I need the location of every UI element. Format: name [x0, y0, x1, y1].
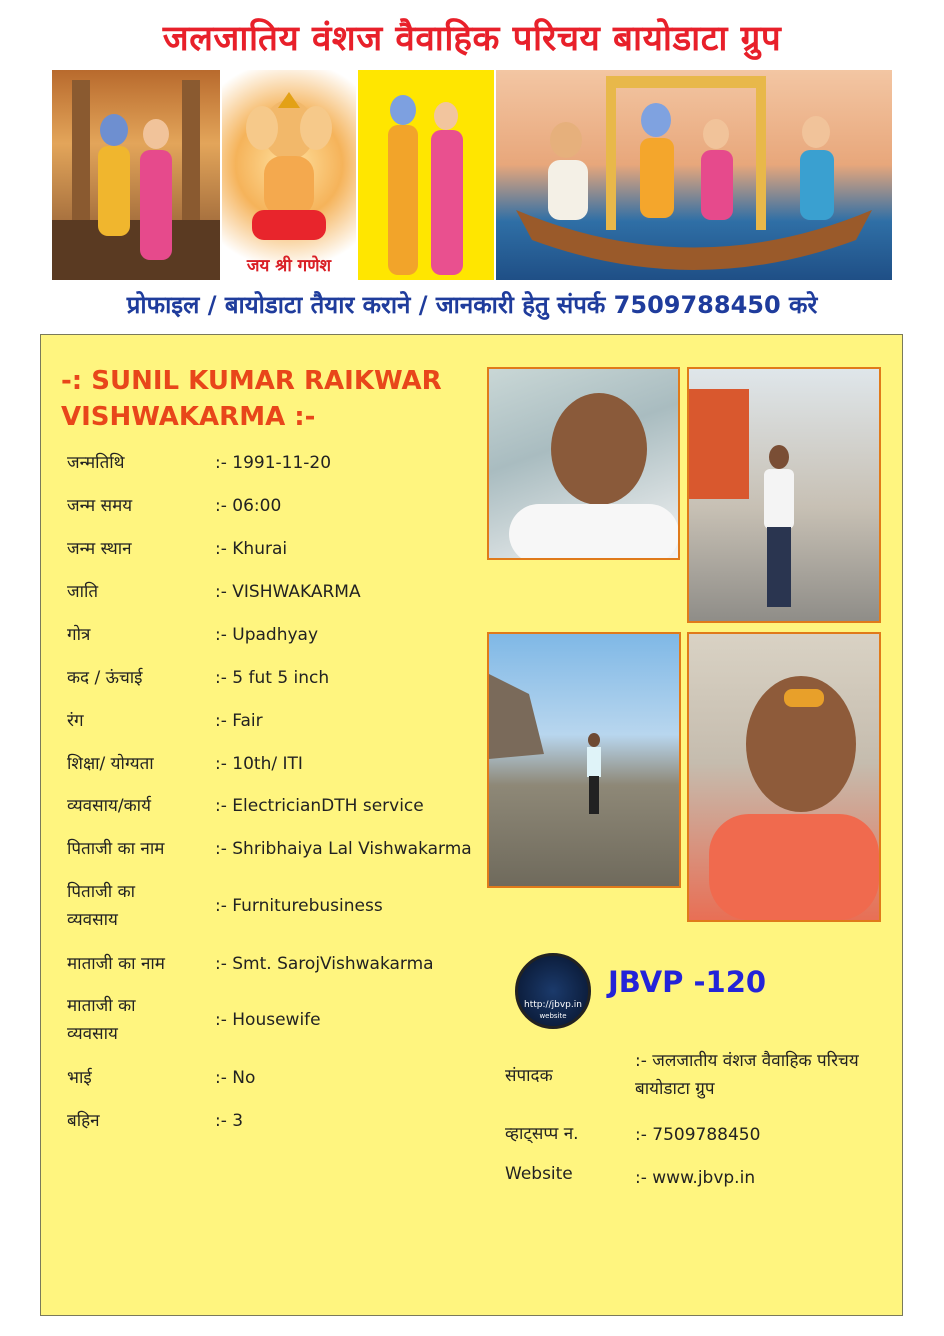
person-portrait-icon — [489, 369, 678, 558]
field-label: जन्म समय — [67, 496, 133, 516]
field-value: :- Smt. SarojVishwakarma — [215, 954, 434, 974]
person-standing-icon — [689, 369, 879, 621]
field-label: गोत्र — [67, 625, 91, 645]
field-value: :- No — [215, 1068, 256, 1088]
field-label: कद / ऊंचाई — [67, 668, 143, 688]
contact-line: प्रोफाइल / बायोडाटा तैयार कराने / जानकारी हेतु संपर्क 7509788450 करे — [126, 291, 818, 319]
field-label: व्यवसाय/कार्य — [67, 796, 151, 816]
field-label: भाई — [67, 1068, 92, 1088]
field-value: :- Furniturebusiness — [215, 896, 383, 916]
field-label: पिताजी का व्यवसाय — [67, 882, 136, 930]
profile-photo-4 — [687, 632, 881, 922]
person-selfie-icon — [689, 634, 879, 920]
temple-scene-icon — [489, 634, 679, 886]
info-value: :- www.jbvp.in — [635, 1168, 756, 1188]
field-value: :- Fair — [215, 711, 263, 731]
field-label: जन्मतिथि — [67, 453, 125, 473]
field-value: :- 5 fut 5 inch — [215, 668, 330, 688]
field-label: माताजी का व्यवसाय — [67, 996, 136, 1044]
info-value: :- जलजातीय वंशज वैवाहिक परिचय बायोडाटा ग्रुप — [635, 1051, 859, 1099]
devotional-banner — [52, 70, 892, 280]
field-label: माताजी का नाम — [67, 954, 165, 974]
info-label: संपादक — [505, 1066, 553, 1086]
field-value: :- 3 — [215, 1111, 244, 1131]
info-label: Website — [505, 1164, 573, 1184]
profile-photo-3 — [487, 632, 681, 888]
field-value: :- VISHWAKARMA — [215, 582, 361, 602]
candidate-name: -: SUNIL KUMAR RAIKWAR VISHWAKARMA :- — [61, 366, 442, 432]
boat-scene-icon — [496, 70, 892, 280]
field-label: बहिन — [67, 1111, 100, 1131]
ram-sita-figures-icon — [52, 70, 220, 280]
field-value: :- 06:00 — [215, 496, 282, 516]
field-value: :- 1991-11-20 — [215, 453, 332, 473]
page-title: जलजातिय वंशज वैवाहिक परिचय बायोडाटा ग्रुप — [162, 19, 782, 59]
field-label: शिक्षा/ योग्यता — [67, 754, 154, 774]
field-value: :- Housewife — [215, 1010, 321, 1030]
biodata-card — [40, 334, 903, 1316]
field-value: :- Khurai — [215, 539, 288, 559]
field-label: रंग — [67, 711, 84, 731]
ganesh-icon — [222, 70, 356, 280]
ram-sita-yellow-image — [358, 70, 494, 280]
ganesh-image — [222, 70, 356, 280]
jbvp-logo — [515, 953, 591, 1029]
boat-scene-image — [496, 70, 892, 280]
field-value: :- Upadhyay — [215, 625, 319, 645]
field-value: :- 10th/ ITI — [215, 754, 303, 774]
ganesh-caption: जय श्री गणेश — [246, 256, 332, 276]
field-value: :- ElectricianDTH service — [215, 796, 424, 816]
ram-sita-temple-image — [52, 70, 220, 280]
info-value: :- 7509788450 — [635, 1125, 761, 1145]
logo-url-text: http://jbvp.in — [524, 1000, 582, 1010]
logo-sub-text: website — [539, 1012, 567, 1020]
profile-photo-1 — [487, 367, 680, 560]
profile-id: JBVP -120 — [608, 965, 767, 999]
info-label: व्हाट्सप्प न. — [505, 1124, 579, 1144]
field-label: जाति — [67, 582, 99, 602]
field-label: पिताजी का नाम — [67, 839, 165, 859]
profile-photo-2 — [687, 367, 881, 623]
field-label: जन्म स्थान — [67, 539, 132, 559]
ram-sita-pair-icon — [358, 70, 494, 280]
field-value: :- Shribhaiya Lal Vishwakarma — [215, 839, 472, 859]
